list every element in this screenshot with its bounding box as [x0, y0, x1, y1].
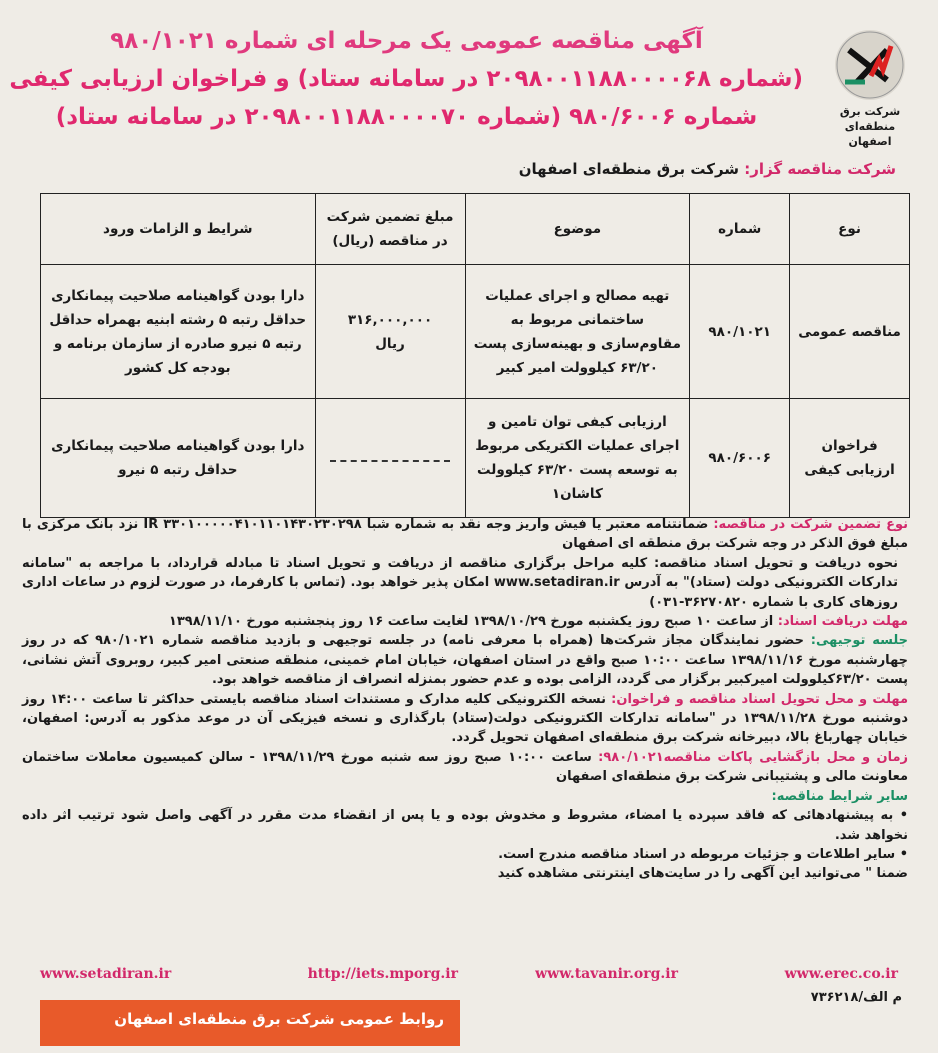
guarantee-type-text: ضمانتنامه معتبر یا فیش واریز وجه نقد به شماره شبا IR ۳۳۰۱۰۰۰۰۰۴۱۰۱۱۰۱۴۳۰۲۳۰۲۹۸ نزد بانک مرکزی با مبلغ فوق الذکر در وجه شرکت برق منطقه ای اصفهان — [22, 517, 908, 552]
submission-label: مهلت و محل تحویل اسناد مناقصه و فراخوان: — [611, 691, 909, 707]
link-iets[interactable]: http://iets.mporg.ir — [307, 966, 458, 982]
briefing-label: جلسه توجیهی: — [810, 633, 908, 649]
link-setadiran[interactable]: www.setadiran.ir — [40, 966, 172, 982]
submission-text: نسخه الکترونیکی کلیه مدارک و مستندات اسناد مناقصه بایستی حداکثر تا ساعت ۱۴:۰۰ روز دوشنبه مورخ ۱۳۹۸/۱۱/۲۸ در "سامانه تدارکات الکترونیکی دولت(ستاد) بارگذاری و نسخه فیزیکی آن در موعد مذکور به آدرس: اصفهان، خیابان چهارباغ بالا، دبیرخانه شرکت برق منطقه‌ای اصفهان تحویل گردد. — [22, 691, 908, 746]
other-note: ضمنا " می‌توانید این آگهی را در سایت‌های اینترنتی مشاهده کنید — [497, 866, 908, 882]
cell-subject: تهیه مصالح و اجرای عملیات ساختمانی مربوط به مقاوم‌سازی و بهینه‌سازی پست ۶۳/۲۰ کیلوولت امیر کبیر — [465, 265, 690, 399]
briefing-paragraph — [22, 631, 908, 689]
cell-number: ۹۸۰/۶۰۰۶ — [690, 399, 790, 518]
receive-deadline-text: از ساعت ۱۰ صبح روز یکشنبه مورخ ۱۳۹۸/۱۰/۲۹ لغایت ساعت ۱۶ روز پنجشنبه مورخ ۱۳۹۸/۱۱/۱۰ — [168, 614, 774, 630]
notice-body — [22, 515, 908, 884]
receive-deadline-paragraph — [22, 612, 908, 631]
cell-conditions: دارا بودن گواهینامه صلاحیت پیمانکاری حداقل رتبه ۵ رشته ابنیه بهمراه حداقل رتبه ۵ نیرو صادره از سازمان برنامه و بودجه کل کشور — [41, 265, 316, 399]
guarantee-type-paragraph — [22, 515, 908, 554]
table-row — [41, 399, 910, 518]
dashes — [330, 460, 450, 462]
procedure-paragraph: نحوه دریافت و تحویل اسناد مناقصه: کلیه مراحل برگزاری مناقصه از دریافت و تحویل اسناد تا مبادله قرارداد، با مراجعه به "سامانه تدارکات الکترونیکی دولت (ستاد)" به آدرس www.setadiran.ir امکان پذیر خواهد بود. (تماس با کارفرما، در صورت لزوم در ساعات اداری روزهای کاری با شماره ۳۶۲۷۰۸۲۰-۰۳۱) — [22, 555, 898, 610]
header-conditions: شرایط و الزامات ورود — [41, 194, 316, 265]
header-subject: موضوع — [465, 194, 690, 265]
guarantee-amount: ۳۱۶,۰۰۰,۰۰۰ — [347, 311, 433, 328]
title-line-2: (شماره ۲۰۹۸۰۰۱۱۸۸۰۰۰۰۶۸ در سامانه ستاد) و فراخوان ارزیابی کیفی — [9, 66, 803, 92]
opening-label: زمان و محل بازگشایی پاکات مناقصه۹۸۰/۱۰۲۱: — [598, 749, 908, 765]
logo-text — [820, 104, 920, 149]
footer-text: روابط عمومی شرکت برق منطقه‌ای اصفهان — [114, 1010, 444, 1028]
cell-conditions: دارا بودن گواهینامه صلاحیت پیمانکاری حداقل رتبه ۵ نیرو — [41, 399, 316, 518]
company-logo — [820, 30, 920, 149]
table-row — [41, 265, 910, 399]
title-line-1: آگهی مناقصه عمومی یک مرحله ای شماره ۹۸۰/۱۰۲۱ — [110, 28, 703, 54]
guarantee-type-label: نوع تضمین شرکت در مناقصه: — [713, 517, 908, 532]
header-number: شماره — [690, 194, 790, 265]
opening-text: ساعت ۱۰:۰۰ صبح روز سه شنبه مورخ ۱۳۹۸/۱۱/۲۹ - سالن کمیسیون معاملات ساختمان معاونت مالی و پشتیبانی شرکت برق منطقه‌ای اصفهان — [22, 749, 908, 785]
header — [10, 8, 928, 158]
receive-deadline-label: مهلت دریافت اسناد: — [777, 614, 908, 630]
organizer — [519, 160, 896, 178]
logo-text-line1: شرکت برق منطقه‌ای — [839, 105, 901, 133]
cell-guarantee-empty — [315, 399, 465, 518]
link-tavanir[interactable]: www.tavanir.org.ir — [535, 966, 678, 982]
briefing-text: حضور نمایندگان مجاز شرکت‌ها (همراه با معرفی نامه) در جلسه توجیهی و بازدید مناقصه شماره ۹۸۰/۱۰۲۱ که در روز چهارشنبه مورخ ۱۳۹۸/۱۱/۱۶ ساعت ۱۰:۰۰ صبح واقع در استان اصفهان، خیابان امام خمینی، منطقه صنعتی امیر کبیر، روبروی آتش نشانی، پست ۶۳/۲۰کیلوولت امیرکبیر برگزار می گردد، الزامی بوده و عدم حضور بمنزله انصراف از مناقصه خواهد بود. — [22, 633, 909, 688]
other-bullet-2: • سایر اطلاعات و جزئیات مربوطه در اسناد مناقصه مندرج است. — [498, 846, 908, 862]
submission-paragraph — [22, 690, 908, 748]
title-line-3: شماره ۹۸۰/۶۰۰۶ (شماره ۲۰۹۸۰۰۱۱۸۸۰۰۰۰۷۰ در سامانه ستاد) — [55, 104, 758, 130]
cell-guarantee — [315, 265, 465, 399]
other-conditions-paragraph — [22, 787, 908, 806]
opening-paragraph — [22, 748, 908, 787]
guarantee-unit: ریال — [375, 335, 405, 352]
header-guarantee: مبلغ تضمین شرکت در مناقصه (ریال) — [315, 194, 465, 265]
other-conditions-label: سایر شرایط مناقصه: — [771, 788, 908, 804]
logo-emblem-icon — [835, 30, 905, 100]
link-erec[interactable]: www.erec.co.ir — [784, 966, 898, 982]
notice-title — [10, 22, 803, 136]
header-type: نوع — [790, 194, 910, 265]
ad-code: م الف/۷۳۶۲۱۸ — [810, 990, 902, 1005]
cell-type: فراخوان ارزیابی کیفی — [790, 399, 910, 518]
cell-type: مناقصه عمومی — [790, 265, 910, 399]
organizer-value: شرکت برق منطقه‌ای اصفهان — [518, 160, 740, 178]
other-bullet-1: • به پیشنهادهائی که فاقد سپرده یا امضاء، مشروط و مخدوش بوده و یا پس از انقضاء مدت مقرر در آگهی واصل شود ترتیب اثر داده نخواهد شد. — [22, 808, 908, 843]
logo-text-line2: اصفهان — [848, 135, 892, 148]
organizer-label: شرکت مناقصه گزار: — [744, 160, 896, 178]
tender-table — [40, 193, 910, 518]
footer-bar — [40, 1000, 460, 1046]
table-header-row — [41, 194, 910, 265]
website-links — [40, 966, 898, 986]
cell-number: ۹۸۰/۱۰۲۱ — [690, 265, 790, 399]
cell-subject: ارزیابی کیفی توان تامین و اجرای عملیات الکتریکی مربوط به توسعه پست ۶۳/۲۰ کیلوولت کاشان۱ — [465, 399, 690, 518]
